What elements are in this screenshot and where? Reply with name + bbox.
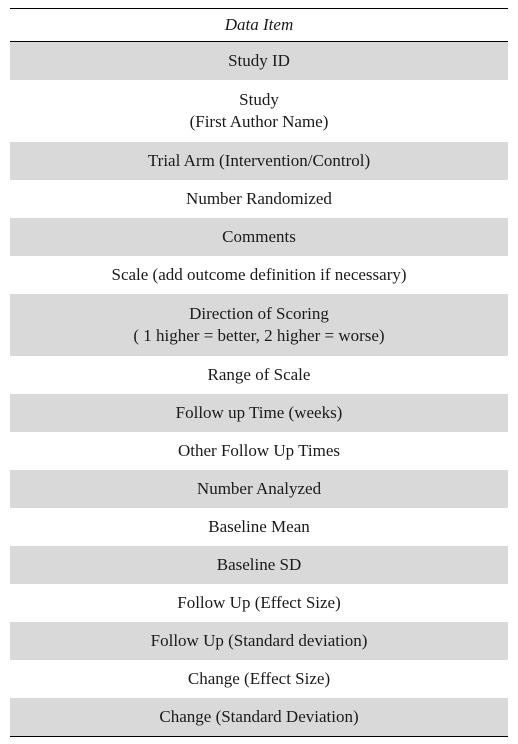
row-label: Follow Up (Standard deviation) [150, 631, 368, 650]
table-row [10, 80, 508, 142]
row-label: Follow Up (Effect Size) [177, 593, 341, 612]
table-row [10, 356, 508, 394]
row-sublabel: ( 1 higher = better, 2 higher = worse) [133, 326, 385, 345]
table-row [10, 142, 508, 180]
row-label: Number Randomized [186, 189, 332, 208]
table-row [10, 508, 508, 546]
row-label: Scale (add outcome definition if necessary) [111, 265, 407, 284]
row-label: Follow up Time (weeks) [175, 403, 343, 422]
row-label: Direction of Scoring [189, 304, 329, 323]
row-label: Range of Scale [207, 365, 311, 384]
table-row [10, 622, 508, 660]
data-item-table [10, 8, 508, 737]
row-label: Trial Arm (Intervention/Control) [147, 151, 371, 170]
table-row [10, 256, 508, 294]
row-label: Study ID [228, 51, 290, 70]
table-row [10, 180, 508, 218]
table-row [10, 42, 508, 80]
row-label: Change (Standard Deviation) [159, 707, 359, 726]
row-label: Study [239, 90, 279, 109]
table-row [10, 584, 508, 622]
table-row [10, 660, 508, 698]
table-row [10, 218, 508, 256]
table-row [10, 698, 508, 736]
row-label: Comments [222, 227, 296, 246]
row-label: Baseline Mean [208, 517, 310, 536]
row-label: Other Follow Up Times [178, 441, 340, 460]
table-header: Data Item [10, 9, 508, 42]
table-row [10, 394, 508, 432]
table-row [10, 546, 508, 584]
table-row [10, 470, 508, 508]
table-row [10, 294, 508, 356]
table-row [10, 432, 508, 470]
row-label: Number Analyzed [196, 479, 322, 498]
row-sublabel: (First Author Name) [189, 112, 329, 131]
row-label: Change (Effect Size) [187, 669, 331, 688]
row-label: Baseline SD [216, 555, 302, 574]
